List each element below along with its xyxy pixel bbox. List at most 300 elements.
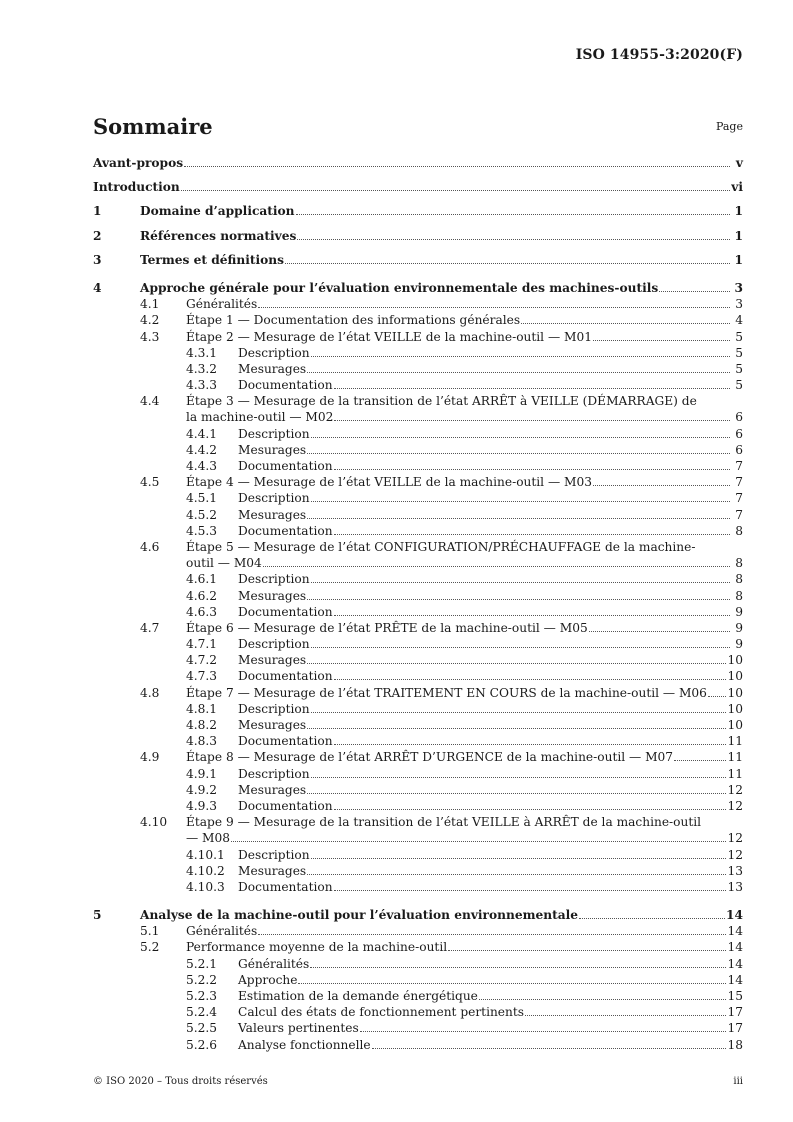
toc-entry-title: Mesurages [238, 507, 307, 522]
toc-dot-leader [674, 760, 726, 761]
toc-entry-body [238, 490, 743, 506]
toc-entry-title: Documentation [238, 669, 333, 684]
toc-entry[interactable] [93, 179, 743, 195]
toc-entry-number: 4.5.3 [186, 523, 218, 538]
toc-entry[interactable] [93, 490, 743, 506]
toc-entry-page: 12 [727, 831, 743, 846]
toc-entry-title: Étape 4 — Mesurage de l’état VEILLE de la machine-outil — M03 [186, 475, 592, 490]
toc-entry[interactable] [93, 228, 743, 244]
toc-dot-leader [311, 356, 730, 357]
toc-dot-leader [659, 291, 730, 292]
toc-entry-body [186, 555, 743, 571]
toc-dot-leader [311, 647, 730, 648]
toc-entry[interactable] [93, 988, 743, 1004]
toc-entry-number: 4.6.3 [186, 604, 218, 619]
toc-entry-number: 5.2.2 [186, 972, 218, 987]
toc-entry[interactable] [93, 588, 743, 604]
toc-entry-number: 4.9.1 [186, 766, 218, 781]
toc-entry[interactable] [93, 523, 743, 539]
toc-entry-body [238, 717, 743, 733]
toc-entry-page: 10 [727, 685, 743, 700]
toc-entry-number: 4.9 [140, 750, 160, 765]
toc-entry-page: 5 [735, 378, 743, 393]
toc-dot-leader [521, 323, 730, 324]
toc-entry-number: 4.4.3 [186, 459, 218, 473]
toc-entry-body [93, 179, 743, 195]
toc-entry[interactable] [93, 701, 743, 717]
toc-entry-number: 1 [93, 204, 102, 219]
toc-entry-number: 5.2 [140, 940, 160, 955]
toc-entry-page: 7 [735, 459, 743, 473]
toc-entry-page: 5 [735, 361, 743, 376]
toc-entry-number: 4.6 [140, 539, 160, 554]
toc-entry-page: 11 [727, 734, 743, 749]
toc-entry-number: 4.10.2 [186, 863, 225, 878]
toc-dot-leader [296, 214, 730, 215]
toc-entry[interactable] [93, 377, 743, 393]
toc-dot-leader [311, 437, 730, 438]
toc-entry-page: 10 [727, 718, 743, 732]
toc-entry[interactable] [93, 749, 743, 765]
toc-entry-body [238, 1004, 743, 1020]
toc-entry-body [186, 393, 743, 409]
toc-entry[interactable] [93, 252, 743, 268]
toc-entry-body [238, 863, 743, 879]
toc-entry-title: Documentation [238, 378, 333, 393]
toc-dot-leader [479, 999, 727, 1000]
toc-entry[interactable] [93, 604, 743, 620]
toc-entry-page: 14 [727, 972, 743, 987]
toc-entry[interactable] [93, 766, 743, 782]
toc-entry-number: 4.7.2 [186, 653, 218, 668]
toc-entry-number: 4.4.2 [186, 442, 218, 457]
toc-entry-title: Documentation [238, 523, 333, 538]
toc-entry-body [238, 523, 743, 539]
toc-dot-leader [334, 615, 730, 616]
toc-entry[interactable] [93, 798, 743, 814]
toc-entry-body [186, 312, 743, 328]
toc-entry-title: Documentation [238, 734, 333, 749]
toc-entry-number: 5.2.5 [186, 1021, 218, 1036]
toc-entry-body [186, 409, 743, 425]
toc-entry-page: 13 [727, 863, 743, 878]
toc-entry-page: 6 [735, 442, 743, 457]
toc-entry-title: Mesurages [238, 442, 307, 457]
toc-entry-body [238, 701, 743, 717]
toc-entry-body [238, 668, 743, 684]
toc-entry-title: Description [238, 701, 310, 716]
toc-entry-title: Valeurs pertinentes [238, 1021, 359, 1036]
toc-entry-number: 4.3.2 [186, 361, 218, 376]
toc-entry-number: 5.2.1 [186, 956, 218, 971]
toc-entry-title: Généralités [238, 956, 310, 971]
toc-entry-number: 4.6.2 [186, 588, 218, 603]
toc-entry-body [238, 458, 743, 474]
toc-entry-body [238, 652, 743, 668]
toc-entry-page: 13 [727, 879, 743, 894]
toc-entry[interactable] [93, 203, 743, 219]
toc-entry-page: 6 [735, 410, 743, 425]
toc-dot-leader [311, 777, 727, 778]
toc-entry[interactable] [93, 1020, 743, 1036]
toc-dot-leader [372, 1048, 727, 1049]
toc-entry-body [238, 956, 743, 972]
toc-dot-leader [334, 809, 727, 810]
toc-entry-page: 7 [735, 491, 743, 506]
toc-entry-page: vi [731, 180, 743, 195]
toc-entry-number: 4.1 [140, 297, 160, 312]
toc-entry-body [186, 539, 743, 555]
toc-entry-body [140, 228, 743, 244]
toc-entry-body [238, 847, 743, 863]
toc-entry-body [93, 155, 743, 171]
toc-entry-title: Mesurages [238, 653, 307, 668]
toc-dot-leader [231, 841, 726, 842]
toc-entry[interactable] [93, 155, 743, 171]
toc-entry-title: Termes et définitions [140, 252, 284, 267]
toc-entry-number: 4.7 [140, 620, 160, 635]
toc-entry-number: 4.10.3 [186, 879, 225, 894]
toc-entry-number: 4.7.3 [186, 669, 218, 684]
toc-entry-title: Performance moyenne de la machine-outil [186, 940, 448, 955]
toc-entry-page: 10 [727, 669, 743, 684]
toc-entry-body [238, 604, 743, 620]
toc-entry-body [238, 377, 743, 393]
toc-entry-body [186, 329, 743, 345]
toc-entry-page: 14 [727, 940, 743, 955]
toc-entry-number: 4.8.1 [186, 701, 218, 716]
toc-entry-page: 12 [727, 847, 743, 862]
toc-entry-body [186, 939, 743, 955]
toc-entry-page: 14 [726, 908, 743, 923]
toc-entry-number: 5.2.6 [186, 1037, 218, 1052]
toc-entry-title: Étape 1 — Documentation des informations générales [186, 313, 521, 328]
toc-entry-page: 7 [735, 507, 743, 522]
toc-entry-body [238, 766, 743, 782]
toc-entry[interactable] [93, 312, 743, 328]
document-identifier: ISO 14955-3:2020(F) [575, 47, 743, 63]
toc-entry-page: 15 [727, 989, 743, 1003]
toc-dot-leader [307, 728, 726, 729]
toc-entry-page: 8 [735, 588, 743, 603]
toc-entry-title: Étape 3 — Mesurage de la transition de l’état ARRÊT à VEILLE (DÉMARRAGE) de [186, 394, 697, 409]
toc-entry-page: 14 [727, 956, 743, 971]
toc-dot-leader [708, 696, 727, 697]
toc-entry-body [238, 1037, 743, 1053]
toc-dot-leader [263, 566, 730, 567]
toc-entry-body [238, 988, 743, 1004]
toc-entry-title: Étape 8 — Mesurage de l’état ARRÊT D’URGENCE de la machine-outil — M07 [186, 750, 674, 765]
toc-dot-leader [334, 388, 730, 389]
toc-entry-number: 4.5.2 [186, 507, 218, 522]
toc-dot-leader [334, 679, 727, 680]
toc-dot-leader [307, 874, 726, 875]
toc-entry[interactable] [93, 972, 743, 988]
toc-entry-title: Documentation [238, 459, 333, 473]
page-column-label: Page [715, 120, 743, 133]
toc-dot-leader [334, 469, 730, 470]
toc-entry-body [186, 923, 743, 939]
toc-entry-title: Étape 5 — Mesurage de l’état CONFIGURATION/PRÉCHAUFFAGE de la machine- [186, 539, 696, 554]
toc-entry-title: Approche [238, 972, 298, 987]
toc-entry-number: 4.8.2 [186, 718, 218, 732]
toc-entry-page: 1 [734, 252, 743, 267]
toc-entry-title: Analyse fonctionnelle [238, 1037, 371, 1052]
toc-entry-body [186, 830, 743, 846]
toc-entry-title: Mesurages [238, 718, 307, 732]
toc-entry[interactable] [93, 280, 743, 296]
toc-entry-page: 18 [727, 1037, 743, 1052]
toc-entry-page: v [735, 156, 743, 170]
toc-entry-page: 5 [735, 329, 743, 344]
toc-entry[interactable] [93, 620, 743, 636]
toc-entry[interactable] [93, 507, 743, 523]
toc-entry[interactable] [93, 782, 743, 798]
toc-dot-leader [593, 340, 730, 341]
toc-entry-title: — M08 [186, 831, 231, 846]
toc-entry[interactable] [93, 474, 743, 490]
toc-dot-leader [258, 307, 730, 308]
toc-entry-body [238, 426, 743, 442]
toc-entry-body [186, 814, 743, 830]
toc-dot-leader [258, 934, 726, 935]
toc-entry-body [238, 588, 743, 604]
toc-entry-page: 11 [727, 750, 743, 765]
toc-entry-title: Description [238, 847, 310, 862]
toc-entry[interactable] [93, 733, 743, 749]
toc-entry-title: la machine-outil — M02 [186, 410, 334, 425]
toc-entry-title: Avant-propos [93, 156, 184, 170]
toc-dot-leader [298, 983, 726, 984]
toc-entry-number: 4.4.1 [186, 426, 218, 441]
toc-entry-body [238, 361, 743, 377]
toc-entry-title: Description [238, 426, 310, 441]
toc-entry[interactable] [93, 814, 743, 830]
toc-entry-title: Documentation [238, 604, 333, 619]
toc-entry-page: 12 [727, 782, 743, 797]
toc-entry-number: 4.2 [140, 313, 160, 328]
toc-dot-leader [307, 453, 730, 454]
toc-entry-number: 4.3.3 [186, 378, 218, 393]
toc-entry-page: 10 [727, 701, 743, 716]
toc-dot-leader [307, 372, 730, 373]
toc-entry-page: 14 [727, 924, 743, 939]
toc-entry-page: 7 [735, 475, 743, 490]
toc-dot-leader [579, 918, 725, 919]
toc-entry-title: Documentation [238, 798, 333, 813]
toc-entry-title: Généralités [186, 297, 258, 312]
toc-entry[interactable] [93, 409, 743, 425]
toc-entry[interactable] [93, 956, 743, 972]
toc-entry-title: outil — M04 [186, 556, 262, 571]
toc-entry-title: Introduction [93, 180, 180, 195]
toc-entry-title: Description [238, 766, 310, 781]
toc-entry-number: 5.2.4 [186, 1005, 218, 1020]
toc-entry-title: Étape 9 — Mesurage de la transition de l’état VEILLE à ARRÊT de la machine-outil [186, 815, 702, 830]
toc-entry[interactable] [93, 393, 743, 409]
toc-entry-page: 8 [735, 572, 743, 587]
toc-entry-page: 8 [735, 556, 743, 571]
toc-entry-title: Analyse de la machine-outil pour l’évaluation environnementale [140, 908, 579, 923]
toc-entry-page: 12 [727, 798, 743, 813]
toc-entry-title: Description [238, 572, 310, 587]
toc-entry[interactable] [93, 571, 743, 587]
toc-entry-page: 9 [735, 604, 743, 619]
toc-entry-number: 4.4 [140, 394, 160, 409]
toc-entry[interactable] [93, 652, 743, 668]
toc-entry[interactable] [93, 939, 743, 955]
toc-entry-title: Approche générale pour l’évaluation environnementale des machines-outils [140, 280, 659, 295]
toc-entry-page: 11 [727, 766, 743, 781]
toc-dot-leader [307, 793, 726, 794]
toc-entry[interactable] [93, 345, 743, 361]
toc-entry[interactable] [93, 847, 743, 863]
toc-dot-leader [307, 518, 730, 519]
toc-entry-page: 3 [735, 297, 743, 312]
toc-entry-body [238, 782, 743, 798]
toc-dot-leader [593, 485, 730, 486]
toc-entry-body [140, 203, 743, 219]
toc-entry-body [140, 907, 743, 923]
toc-dot-leader [334, 890, 727, 891]
toc-entry-title: Mesurages [238, 863, 307, 878]
toc-entry-body [238, 345, 743, 361]
toc-entry-page: 10 [727, 653, 743, 668]
toc-entry-title: Calcul des états de fonctionnement pertinents [238, 1005, 525, 1020]
toc-entry-body [140, 252, 743, 268]
toc-entry-body [238, 507, 743, 523]
toc-entry-title: Références normatives [140, 228, 297, 243]
toc-dot-leader [448, 950, 726, 951]
toc-dot-leader [311, 858, 727, 859]
toc-entry[interactable] [93, 830, 743, 846]
toc-entry[interactable] [93, 1037, 743, 1053]
toc-entry-body [238, 879, 743, 895]
toc-dot-leader [334, 744, 727, 745]
toc-entry-title: Description [238, 491, 310, 506]
toc-entry-body [238, 972, 743, 988]
toc-entry-body [140, 280, 743, 296]
toc-dot-leader [311, 501, 730, 502]
toc-entry-number: 4.10 [140, 815, 168, 830]
toc-dot-leader [285, 263, 730, 264]
toc-entry[interactable] [93, 923, 743, 939]
toc-entry-number: 4.10.1 [186, 847, 225, 862]
toc-entry-title: Documentation [238, 879, 333, 894]
toc-entry-title: Domaine d’application [140, 204, 295, 219]
toc-entry-number: 5 [93, 908, 102, 923]
toc-entry-title: Description [238, 637, 310, 652]
toc-entry[interactable] [93, 717, 743, 733]
toc-entry-page: 4 [735, 313, 743, 328]
toc-dot-leader [525, 1015, 726, 1016]
toc-entry-title: Description [238, 345, 310, 360]
toc-entry-number: 4.9.3 [186, 798, 218, 813]
toc-entry-number: 4.6.1 [186, 572, 218, 587]
toc-entry-title: Étape 6 — Mesurage de l’état PRÊTE de la machine-outil — M05 [186, 620, 588, 635]
table-of-contents [93, 155, 743, 1053]
toc-dot-leader [360, 1031, 727, 1032]
toc-entry[interactable] [93, 685, 743, 701]
toc-dot-leader [311, 582, 730, 583]
toc-entry-body [238, 733, 743, 749]
footer-page-number: iii [733, 1076, 743, 1087]
toc-entry-body [186, 474, 743, 490]
toc-entry-page: 17 [727, 1005, 743, 1020]
toc-entry[interactable] [93, 636, 743, 652]
toc-entry-number: 5.1 [140, 924, 160, 939]
toc-entry-page: 8 [735, 523, 743, 538]
toc-dot-leader [307, 599, 730, 600]
toc-entry-number: 3 [93, 252, 102, 267]
toc-entry-title: Étape 2 — Mesurage de l’état VEILLE de la machine-outil — M01 [186, 329, 592, 344]
toc-entry-number: 4.3.1 [186, 345, 218, 360]
toc-entry-number: 4 [93, 280, 102, 295]
toc-dot-leader [310, 967, 726, 968]
toc-entry[interactable] [93, 879, 743, 895]
toc-entry[interactable] [93, 539, 743, 555]
toc-dot-leader [297, 239, 730, 240]
toc-entry-number: 4.3 [140, 329, 160, 344]
toc-entry-page: 5 [735, 345, 743, 360]
toc-entry-body [186, 685, 743, 701]
toc-entry-title: Mesurages [238, 361, 307, 376]
toc-entry[interactable] [93, 863, 743, 879]
toc-entry-title: Généralités [186, 924, 258, 939]
toc-entry-page: 3 [734, 280, 743, 295]
toc-entry-number: 2 [93, 228, 102, 243]
toc-dot-leader [184, 166, 730, 167]
toc-entry-page: 1 [734, 204, 743, 219]
toc-entry[interactable] [93, 296, 743, 312]
toc-entry[interactable] [93, 1004, 743, 1020]
toc-entry-page: 6 [735, 426, 743, 441]
toc-entry-body [238, 442, 743, 458]
toc-entry-body [186, 749, 743, 765]
toc-entry-title: Estimation de la demande énergétique [238, 989, 478, 1003]
toc-entry-body [238, 636, 743, 652]
toc-entry[interactable] [93, 907, 743, 923]
toc-entry[interactable] [93, 329, 743, 345]
toc-entry[interactable] [93, 426, 743, 442]
toc-entry-body [186, 620, 743, 636]
toc-entry[interactable] [93, 458, 743, 474]
toc-dot-leader [334, 534, 730, 535]
toc-entry-body [238, 1020, 743, 1036]
toc-entry-number: 4.9.2 [186, 782, 218, 797]
toc-entry-title: Mesurages [238, 782, 307, 797]
toc-entry-title: Mesurages [238, 588, 307, 603]
toc-entry[interactable] [93, 555, 743, 571]
toc-dot-leader [334, 420, 730, 421]
toc-entry-page: 9 [735, 637, 743, 652]
toc-entry[interactable] [93, 442, 743, 458]
toc-entry-number: 5.2.3 [186, 989, 218, 1003]
toc-entry-body [186, 296, 743, 312]
toc-dot-leader [307, 663, 726, 664]
toc-entry[interactable] [93, 668, 743, 684]
toc-entry-page: 9 [735, 620, 743, 635]
toc-entry-body [238, 571, 743, 587]
toc-entry[interactable] [93, 361, 743, 377]
page-title: Sommaire [93, 114, 213, 139]
toc-entry-page: 1 [734, 228, 743, 243]
toc-entry-title: Étape 7 — Mesurage de l’état TRAITEMENT EN COURS de la machine-outil — M06 [186, 685, 707, 700]
toc-dot-leader [589, 631, 730, 632]
footer-copyright: © ISO 2020 – Tous droits réservés [93, 1076, 268, 1087]
toc-dot-leader [311, 712, 727, 713]
toc-entry-body [238, 798, 743, 814]
